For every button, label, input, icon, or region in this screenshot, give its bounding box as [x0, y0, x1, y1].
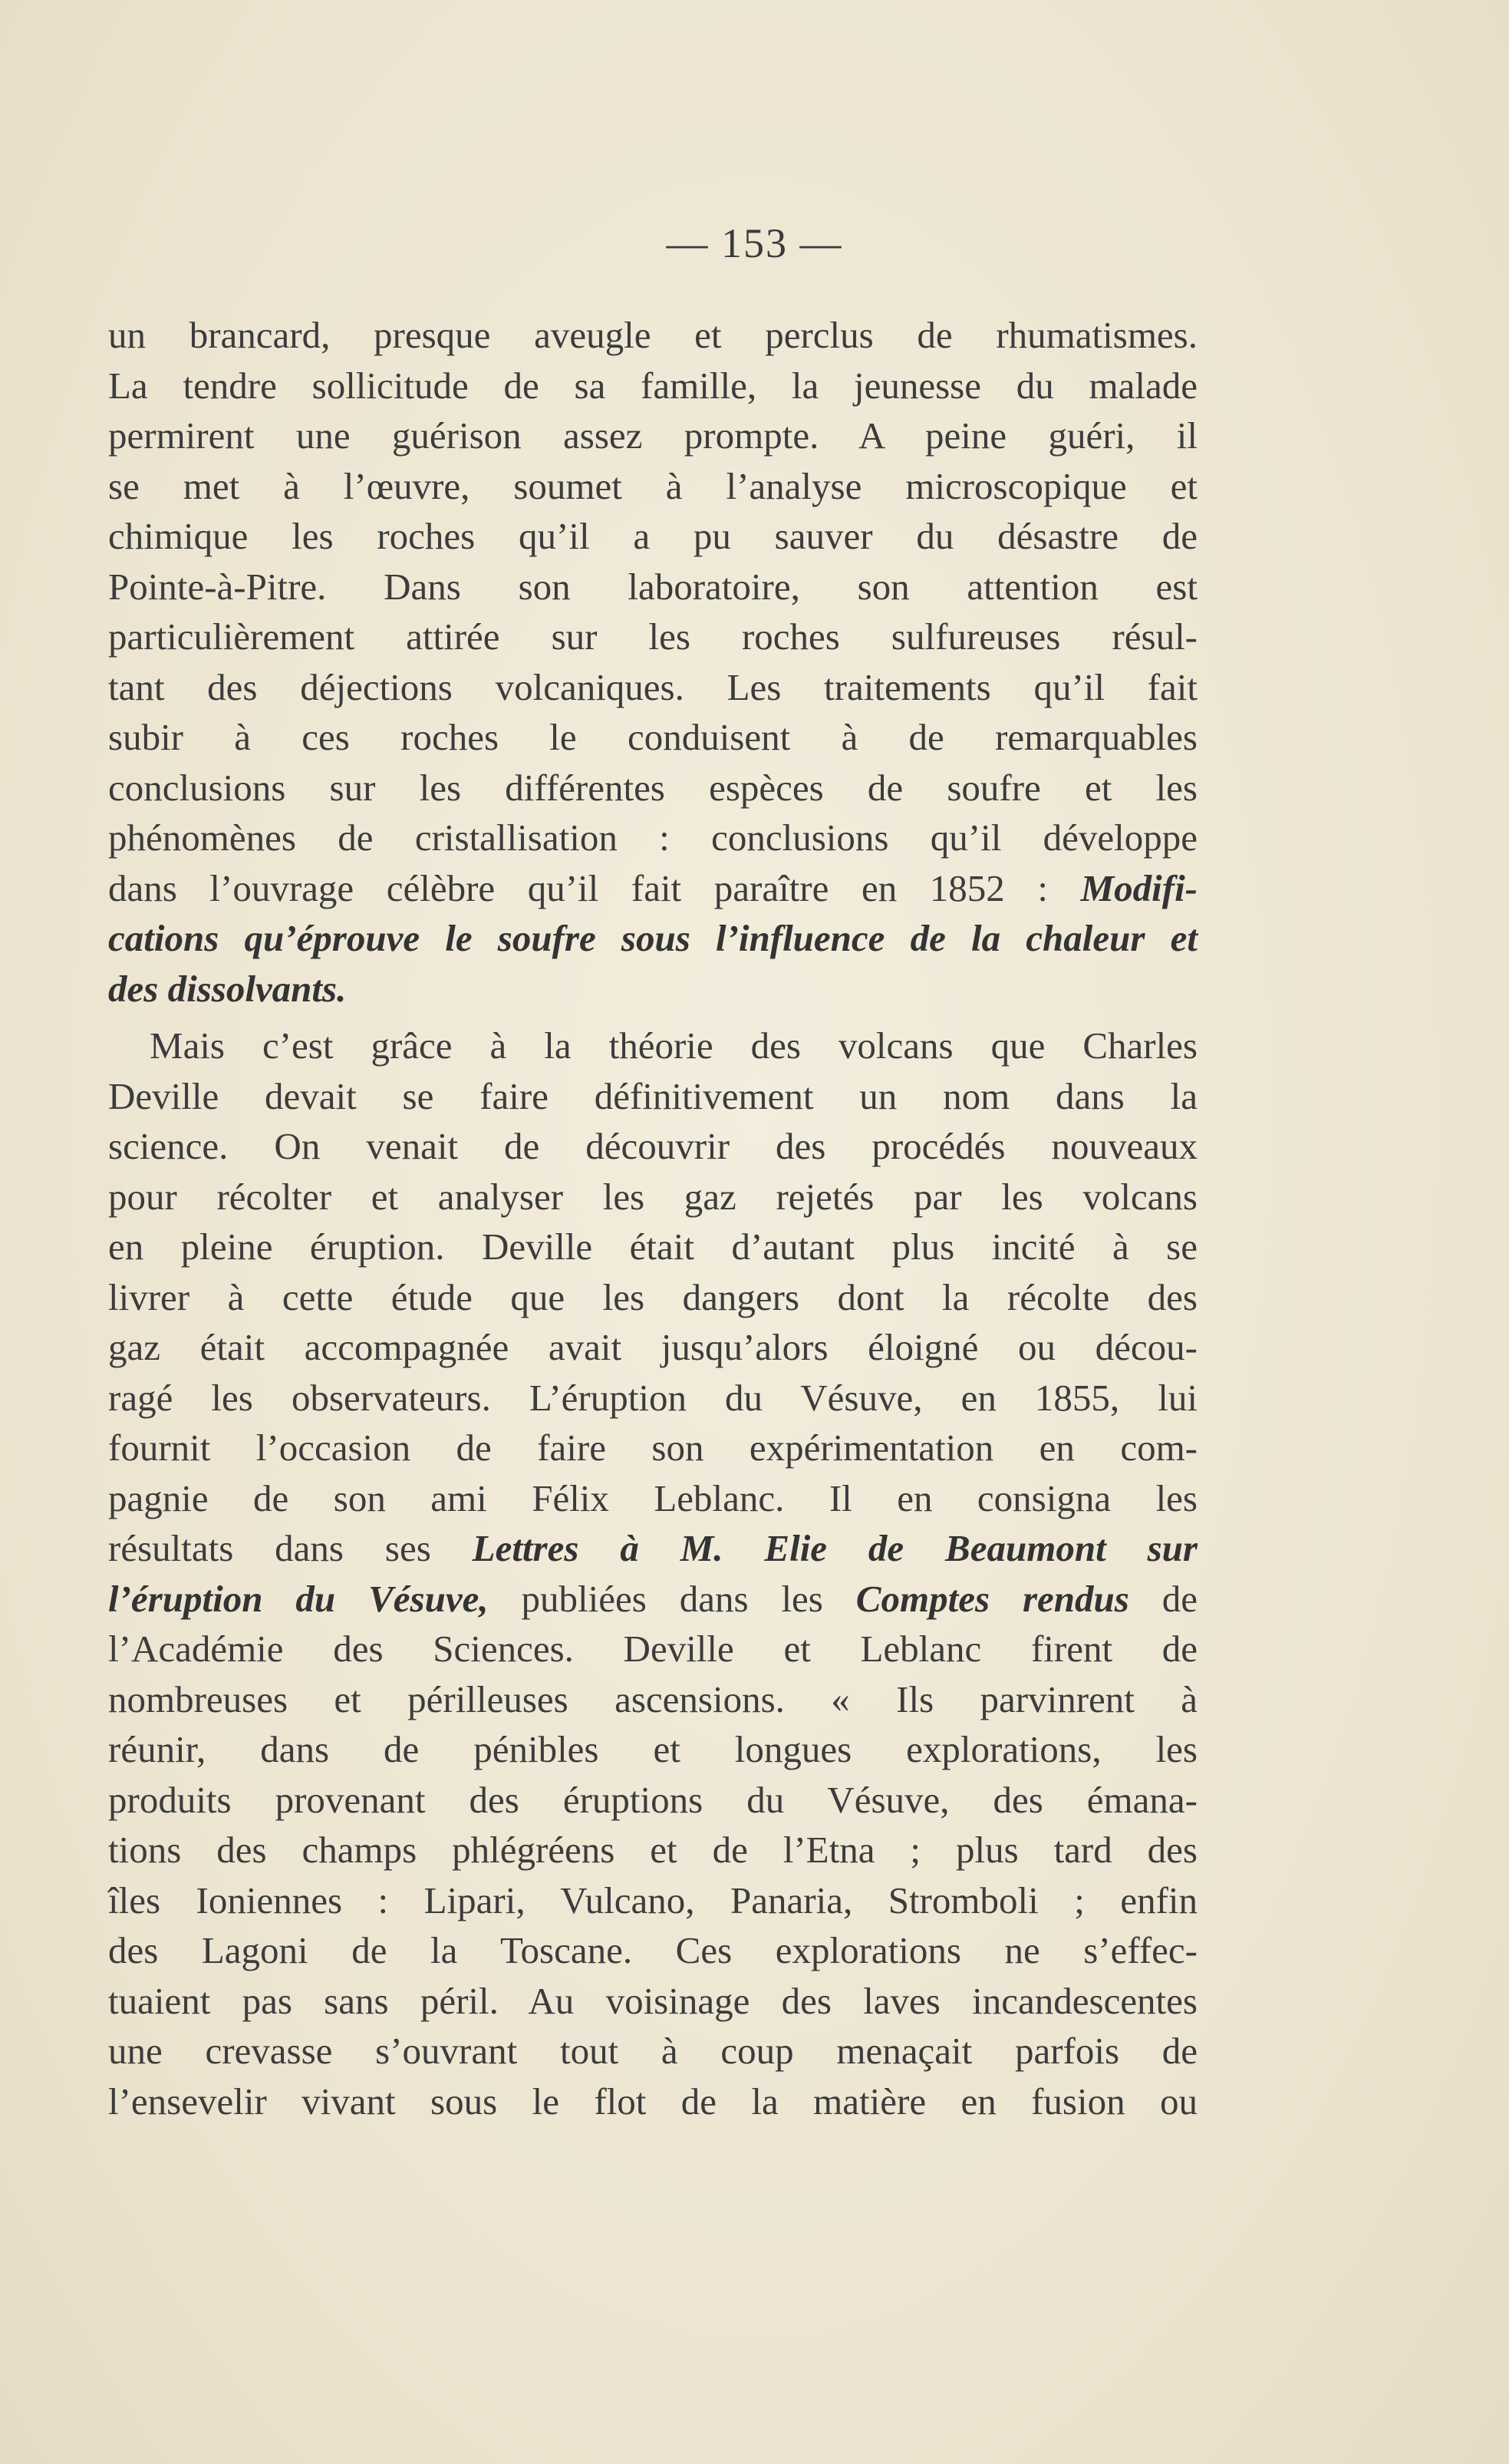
text-line: un brancard, presque aveugle et perclus de rhumatismes.: [108, 314, 1198, 356]
text-line: phénomènes de cristallisation : conclusions qu’il développe: [108, 816, 1198, 859]
text-line: l’Académie des Sciences. Deville et Leblanc firent de: [108, 1628, 1198, 1670]
text-run: résultats dans ses: [108, 1527, 473, 1569]
text-line: [108, 1523, 1198, 1574]
text-run: publiées dans les: [488, 1577, 856, 1620]
text-line: une crevasse s’ouvrant tout à coup menaçait parfois de: [108, 2030, 1198, 2072]
text-line: [108, 863, 1198, 914]
book-title-italic: cations qu’éprouve le soufre sous l’influence de la chaleur et: [108, 917, 1198, 959]
text-line: tions des champs phlégréens et de l’Etna ; plus tard des: [108, 1829, 1198, 1871]
text-line: conclusions sur les différentes espèces de soufre et les: [108, 766, 1198, 809]
book-title-italic: l’éruption du Vésuve,: [108, 1577, 489, 1620]
text-run: de: [1128, 1577, 1198, 1620]
text-line: science. On venait de découvrir des procédés nouveaux: [108, 1125, 1198, 1167]
text-line: Deville devait se faire définitivement un nom dans la: [108, 1074, 1198, 1117]
journal-title-italic: Comptes rendus: [855, 1577, 1129, 1620]
text-line: ragé les observateurs. L’éruption du Vésuve, en 1855, lui: [108, 1376, 1198, 1419]
text-line: pour récolter et analyser les gaz rejetés par les volcans: [108, 1175, 1198, 1218]
text-line: réunir, dans de pénibles et longues explorations, les: [108, 1728, 1198, 1770]
text-line: Pointe-à-Pitre. Dans son laboratoire, son attention est: [108, 565, 1198, 608]
body-text: [108, 310, 1198, 2126]
text-line: îles Ioniennes : Lipari, Vulcano, Panaria, Stromboli ; enfin: [108, 1879, 1198, 1921]
text-line: Mais c’est grâce à la théorie des volcans que Charles: [150, 1024, 1198, 1067]
text-line: permirent une guérison assez prompte. A peine guéri, il: [108, 414, 1198, 457]
text-line: particulièrement attirée sur les roches sulfureuses résul-: [108, 615, 1198, 658]
book-title-italic: Lettres à M. Elie de Beaumont sur: [472, 1527, 1198, 1569]
text-line: fournit l’occasion de faire son expérimentation en com-: [108, 1427, 1198, 1469]
text-line: tuaient pas sans péril. Au voisinage des laves incandescentes: [108, 1979, 1198, 2022]
text-line: subir à ces roches le conduisent à de remarquables: [108, 716, 1198, 758]
book-title-italic: des dissolvants.: [108, 967, 347, 1010]
page-number: — 153 —: [666, 220, 843, 266]
text-line: tant des déjections volcaniques. Les traitements qu’il fait: [108, 665, 1198, 708]
text-line: gaz était accompagnée avait jusqu’alors éloigné ou décou-: [108, 1326, 1198, 1368]
text-line: chimique les roches qu’il a pu sauver du désastre de: [108, 515, 1198, 557]
text-line: des Lagoni de la Toscane. Ces explorations ne s’effec-: [108, 1929, 1198, 1971]
text-line: [108, 964, 1198, 1014]
text-line: La tendre sollicitude de sa famille, la jeunesse du malade: [108, 364, 1198, 407]
text-line: produits provenant des éruptions du Vésuve, des émana-: [108, 1778, 1198, 1821]
text-line: en pleine éruption. Deville était d’autant plus incité à se: [108, 1225, 1198, 1268]
text-line: pagnie de son ami Félix Leblanc. Il en consigna les: [108, 1476, 1198, 1519]
text-line: se met à l’œuvre, soumet à l’analyse microscopique et: [108, 464, 1198, 507]
text-line: [108, 1574, 1198, 1625]
text-line: l’ensevelir vivant sous le flot de la matière en fusion ou: [108, 2080, 1198, 2123]
text-line: livrer à cette étude que les dangers dont la récolte des: [108, 1275, 1198, 1318]
paragraph-gap: [108, 1014, 1198, 1021]
text-line: nombreuses et périlleuses ascensions. « Ils parvinrent à: [108, 1677, 1198, 1720]
text-line: [108, 913, 1198, 964]
text-run: dans l’ouvrage célèbre qu’il fait paraître en 1852 :: [108, 866, 1081, 909]
book-title-italic: Modifi-: [1080, 866, 1198, 909]
